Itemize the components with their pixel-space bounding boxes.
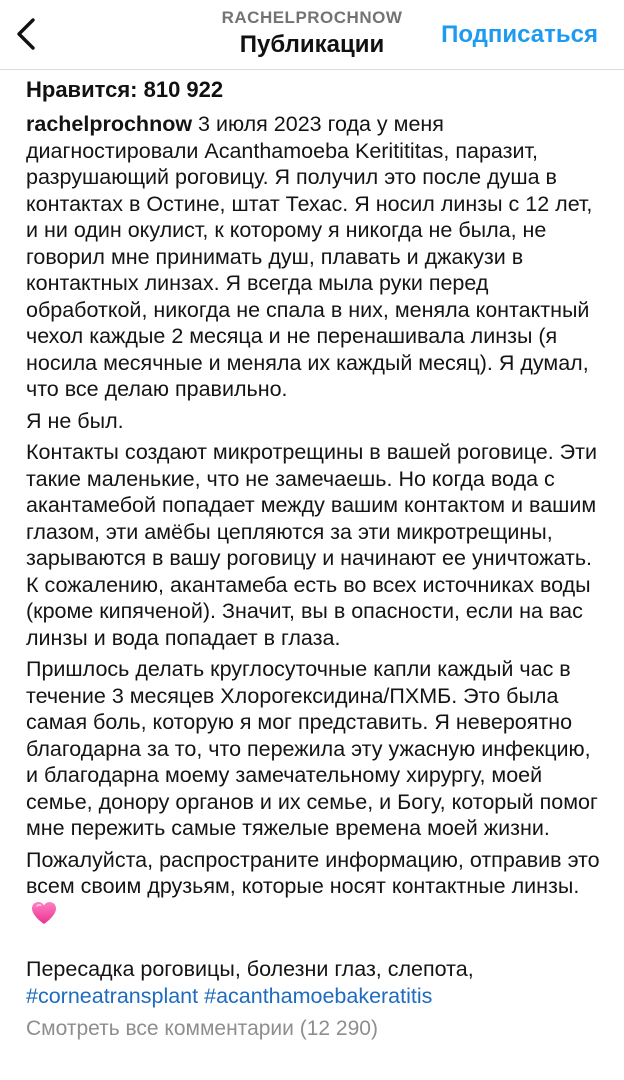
author-username[interactable]: rachelprochnow: [26, 112, 193, 136]
hashtag-link[interactable]: #corneatransplant: [26, 983, 199, 1008]
view-all-comments-link[interactable]: Смотреть все комментарии (12 290): [26, 1017, 378, 1040]
caption-text: 3 июля 2023 года у меня диагностировали Acanthamoeba Keritititas, паразит, разрушающий роговицу. Я получил это после душа в контактах в Остине, штат Техас. Я носил линзы с 12 лет, и ни один окулист, к которому я никогда не была, не говорил мне принимать душ, плавать и джакузи в контактных линзах. Я всегда мыла руки перед обработкой, никогда не спала в них, меняла контактный чехол каждые 2 месяца и не перенашивала линзы (я носила месячные и меняла их каждый месяц). Я думал, что все делаю правильно.: [26, 112, 593, 401]
page-title: Публикации: [239, 31, 385, 58]
hashtag-link[interactable]: #acanthamoebakeratitis: [204, 983, 433, 1008]
caption-paragraph: Контакты создают микротрещины в вашей роговице. Эти такие маленькие, что не замечаешь. Но когда вода с акантамебой попадает между вашим контактом и вашим глазом, эти амёбы цепляются за эти микротрещины, зарываются в вашу роговицу и начинают ее уничтожать. К сожалению, акантамеба есть во всех источниках воды (кроме кипяченой). Значит, вы в опасности, если на вас линзы и вода попадает в глаза.: [26, 440, 597, 650]
caption-text: Пожалуйста, распространите информацию, отправив это всем своим друзьям, которые носят контактные линзы.: [26, 847, 600, 898]
post-caption-section: [26, 76, 606, 1042]
caption-paragraph: [26, 847, 606, 933]
top-nav-bar: [0, 0, 624, 70]
pink-heart-icon: [30, 900, 58, 933]
follow-button[interactable]: Подписаться: [441, 21, 598, 48]
tags-block: [26, 956, 606, 1009]
header-username[interactable]: RACHELPROCHNOW: [221, 8, 403, 27]
tags-text: Пересадка роговицы, болезни глаз, слепота,: [26, 957, 474, 981]
caption-paragraph: Пришлось делать круглосуточные капли каждый час в течение 3 месяцев Хлорогексидина/ПХМБ. Это была самая боль, которую я мог представить. Я невероятно благодарна за то, что пережила эту ужасную инфекцию, и благодарна моему замечательному хирургу, моей семье, донору органов и их семье, и Богу, который помог мне пережить самые тяжелые времена моей жизни.: [26, 657, 598, 840]
likes-count[interactable]: Нравится: 810 922: [26, 77, 224, 102]
caption-paragraph: [26, 111, 606, 403]
caption-paragraph: Я не был.: [26, 408, 124, 433]
